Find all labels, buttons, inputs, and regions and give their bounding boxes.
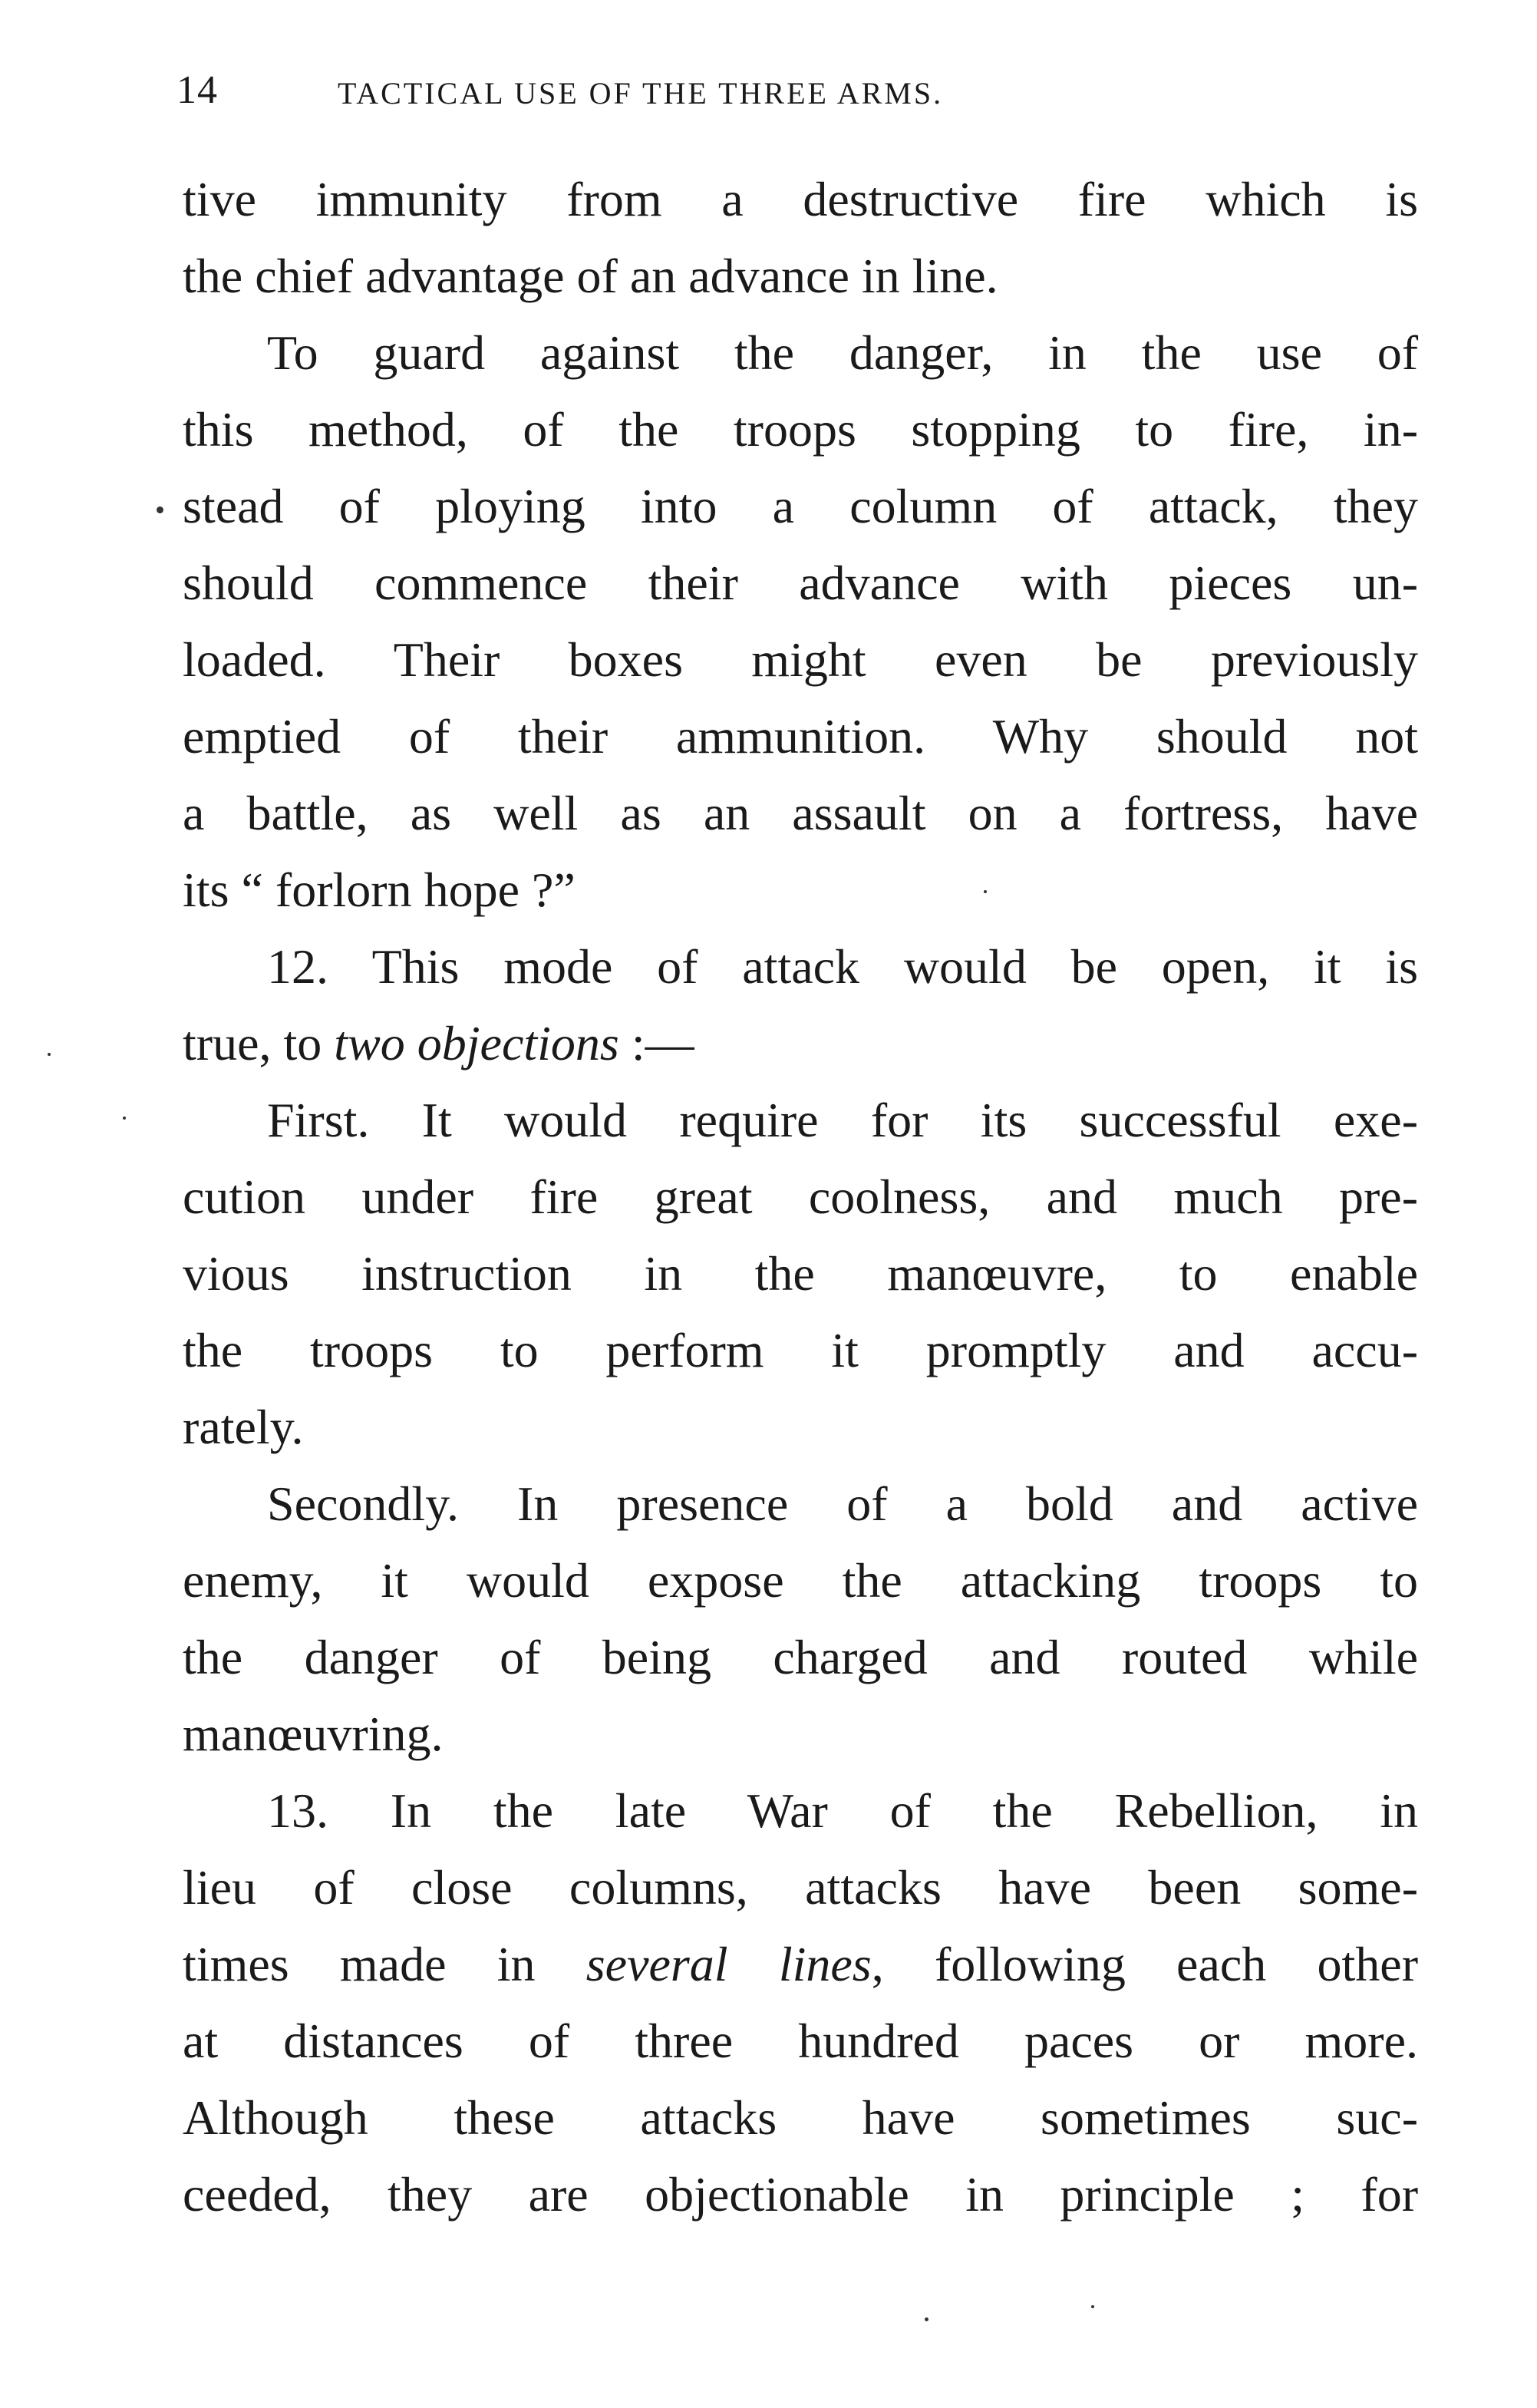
- text-fragment: times made in: [183, 1937, 586, 1991]
- page-header: [176, 68, 1266, 121]
- text-line: rately.: [183, 1400, 304, 1454]
- text-line: tive immunity from a destructive fire which is: [183, 172, 1418, 226]
- paragraph-start-line: To guard against the danger, in the use of: [267, 325, 1418, 380]
- paragraph-start-line: First. It would require for its successful exe-: [267, 1093, 1418, 1147]
- text-line: the chief advantage of an advance in line.: [183, 249, 998, 303]
- text-line: at distances of three hundred paces or more.: [183, 2014, 1418, 2068]
- text-fragment: :—: [618, 1016, 694, 1070]
- text-line: a battle, as well as an assault on a fortress, have: [183, 786, 1418, 840]
- text-line: manœuvring.: [183, 1707, 444, 1761]
- text-line: lieu of close columns, attacks have been some-: [183, 1860, 1418, 1915]
- text-line: [183, 1926, 1418, 2003]
- text-line: enemy, it would expose the attacking troops to: [183, 1553, 1418, 1608]
- text-line: loaded. Their boxes might even be previously: [183, 632, 1418, 687]
- section-12-line: 12. This mode of attack would be open, it is: [267, 939, 1418, 994]
- text-line: stead of ploying into a column of attack, they: [183, 479, 1418, 533]
- text-line: vious instruction in the manœuvre, to enable: [183, 1246, 1418, 1301]
- text-line: Although these attacks have sometimes suc-: [183, 2090, 1418, 2145]
- text-line: this method, of the troops stopping to fire, in-: [183, 402, 1418, 457]
- ink-speck: [48, 1053, 51, 1056]
- ink-speck: [925, 2317, 928, 2321]
- ink-speck: [123, 1117, 126, 1120]
- body-text: [183, 161, 1418, 2233]
- text-line: its “ forlorn hope ?”: [183, 863, 576, 917]
- ink-speck: [984, 890, 987, 893]
- section-13-line: 13. In the late War of the Rebellion, in: [267, 1783, 1418, 1838]
- text-fragment: true, to: [183, 1016, 335, 1070]
- text-line: emptied of their ammunition. Why should not: [183, 709, 1418, 764]
- text-line: the troops to perform it promptly and accu-: [183, 1323, 1418, 1377]
- text-line: cution under fire great coolness, and much pre-: [183, 1169, 1418, 1224]
- text-line: [183, 1005, 1418, 1082]
- ink-speck: [157, 506, 163, 513]
- ink-speck: [1091, 2305, 1094, 2308]
- text-line: ceeded, they are objectionable in principle ; for: [183, 2167, 1418, 2222]
- paragraph-start-line: Secondly. In presence of a bold and active: [267, 1476, 1418, 1531]
- running-title: TACTICAL USE OF THE THREE ARMS.: [338, 76, 944, 111]
- italic-phrase: two objections: [334, 1016, 619, 1070]
- text-line: the danger of being charged and routed while: [183, 1630, 1418, 1684]
- italic-phrase: several lines: [585, 1937, 872, 1991]
- page-number: 14: [176, 68, 218, 112]
- text-line: should commence their advance with pieces un-: [183, 556, 1418, 610]
- text-fragment: , following each other: [871, 1937, 1419, 1991]
